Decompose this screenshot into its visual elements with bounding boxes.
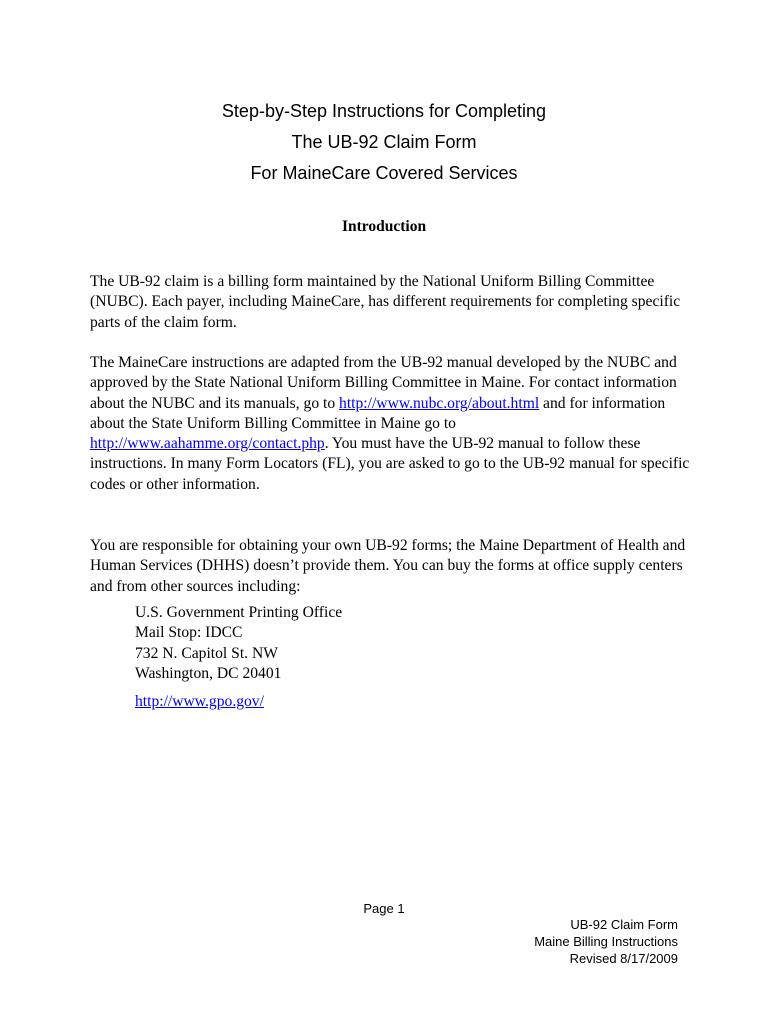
intro-paragraph-2 xyxy=(90,353,690,495)
paragraph-2-text-a: The MaineCare instructions are adapted from the UB-92 manual developed by the NUBC and approved by the State National Uniform Billing Committee in Maine. For contact information about the NUBC and its manuals, go to xyxy=(90,354,677,412)
title-line-2: The UB-92 Claim Form xyxy=(291,132,477,152)
gpo-address xyxy=(135,603,342,684)
address-line-1: U.S. Government Printing Office xyxy=(135,604,343,621)
address-line-3: 732 N. Capitol St. NW xyxy=(135,644,278,662)
page-number: Page 1 xyxy=(363,901,405,916)
introduction-heading: Introduction xyxy=(341,218,427,235)
nubc-link[interactable]: http://www.nubc.org/about.html xyxy=(339,394,540,412)
document-title xyxy=(0,96,768,189)
gpo-link-container xyxy=(135,692,264,712)
paragraph-2-text-c: . You must have the UB-92 manual to follow these instructions. In many Form Locators (FL), you are asked to go to the UB-92 manual for specific codes or other information. xyxy=(90,435,690,493)
aahamme-link[interactable]: http://www.aahamme.org/contact.php xyxy=(90,435,325,453)
address-line-2: Mail Stop: IDCC xyxy=(135,624,243,642)
footer-form-name: UB-92 Claim Form xyxy=(570,917,678,932)
address-line-4: Washington, DC 20401 xyxy=(135,664,282,682)
footer-revised-date: Revised 8/17/2009 xyxy=(569,951,678,966)
footer-info xyxy=(534,916,678,967)
intro-paragraph-3: You are responsible for obtaining your own UB-92 forms; the Maine Department of Health and Human Services (DHHS) doesn’t provide them. You can buy the forms at office supply centers and from other sources including: xyxy=(90,537,686,595)
title-line-3: For MaineCare Covered Services xyxy=(250,163,518,183)
footer-instructions-title: Maine Billing Instructions xyxy=(534,934,678,949)
intro-paragraph-1: The UB-92 claim is a billing form maintained by the National Uniform Billing Committee (NUBC). Each payer, including MaineCare, has different requirements for completing specific parts of the claim form. xyxy=(90,273,681,331)
paragraph-2-text-b: and for information about the State Uniform Billing Committee in Maine go to xyxy=(90,394,666,432)
gpo-link[interactable]: http://www.gpo.gov/ xyxy=(135,693,264,710)
title-line-1: Step-by-Step Instructions for Completing xyxy=(221,101,547,121)
